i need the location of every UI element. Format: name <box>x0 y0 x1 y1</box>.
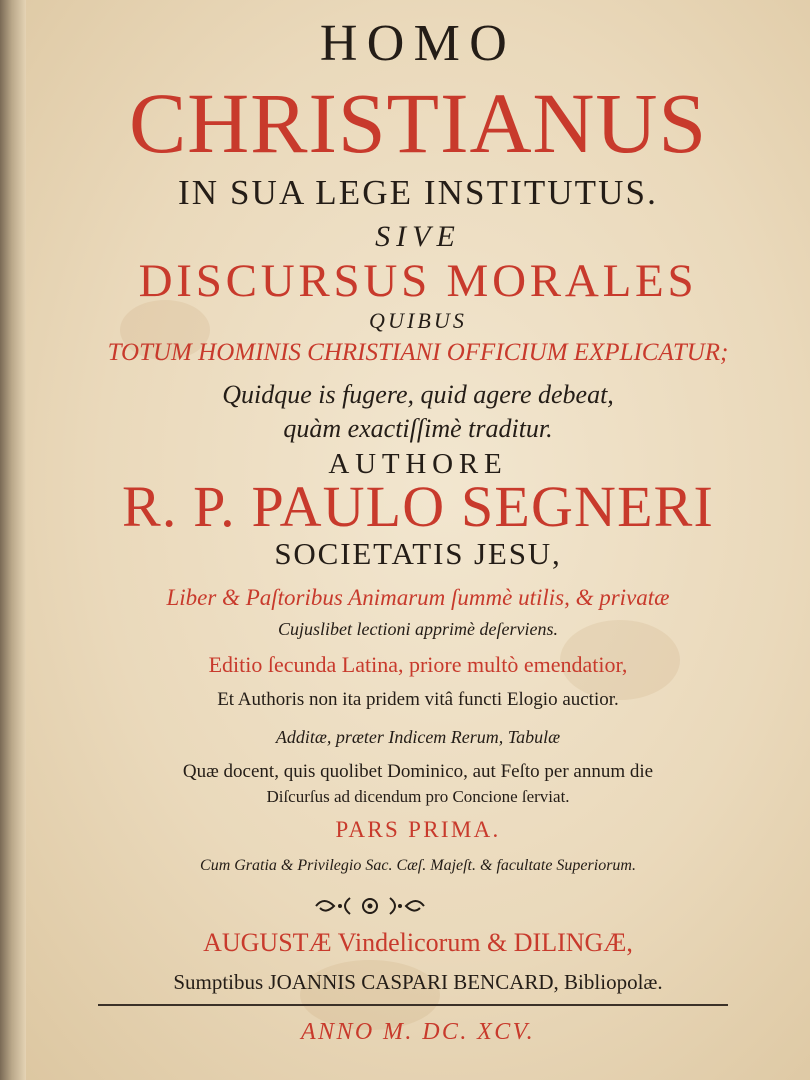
societatis-jesu: SOCIETATIS JESU, <box>274 536 562 571</box>
quae-docent-line: Quæ docent, quis quolibet Dominico, aut Feſto per annum die <box>182 761 654 782</box>
title-christianus: CHRISTIANUS <box>128 75 708 171</box>
authore-line: AUTHORE <box>328 448 508 480</box>
traditur-line: quàm exactiſſimè traditur. <box>283 414 553 443</box>
discursus-morales: DISCURSUS MORALES <box>138 255 698 307</box>
discursus-concione-line: Diſcurſus ad dicendum pro Concione ſerviat. <box>266 787 570 806</box>
author-name: R. P. PAULO SEGNERI <box>122 474 714 539</box>
imprint-date: ANNO M. DC. XCV. <box>301 1019 535 1045</box>
imprint-place: AUGUSTÆ Vindelicorum & DILINGÆ, <box>203 928 633 957</box>
subtitle-institutus: IN SUA LEGE INSTITUTUS. <box>178 173 658 212</box>
sive-line: SIVE <box>375 220 461 253</box>
editio-line: Editio ſecunda Latina, priore multò emendatior, <box>208 652 628 677</box>
book-binding-edge <box>0 0 26 1080</box>
cujuslibet-line: Cujuslibet lectioni apprimè deſerviens. <box>278 619 558 639</box>
fleuron-ornament <box>310 892 430 920</box>
liber-line: Liber & Paſtoribus Animarum ſummè utilis, & privatæ <box>166 585 670 610</box>
additae-line: Additæ, præter Indicem Rerum, Tabulæ <box>275 727 561 747</box>
pars-prima: PARS PRIMA. <box>335 817 501 842</box>
privilegio-line: Cum Gratia & Privilegio Sac. Cæſ. Majeſt. & facultate Superiorum. <box>200 857 636 874</box>
title-homo: HOMO <box>319 15 517 72</box>
quibus-line: QUIBUS <box>369 308 467 333</box>
quidque-line: Quidque is fugere, quid agere debeat, <box>222 380 614 409</box>
imprint-publisher: Sumptibus JOANNIS CASPARI BENCARD, Bibliopolæ. <box>173 970 663 994</box>
imprint-rule <box>98 1004 728 1006</box>
officium-line: TOTUM HOMINIS CHRISTIANI OFFICIUM EXPLICATUR; <box>107 339 729 366</box>
elogio-line: Et Authoris non ita pridem vitâ functi Elogio auctior. <box>217 689 619 710</box>
